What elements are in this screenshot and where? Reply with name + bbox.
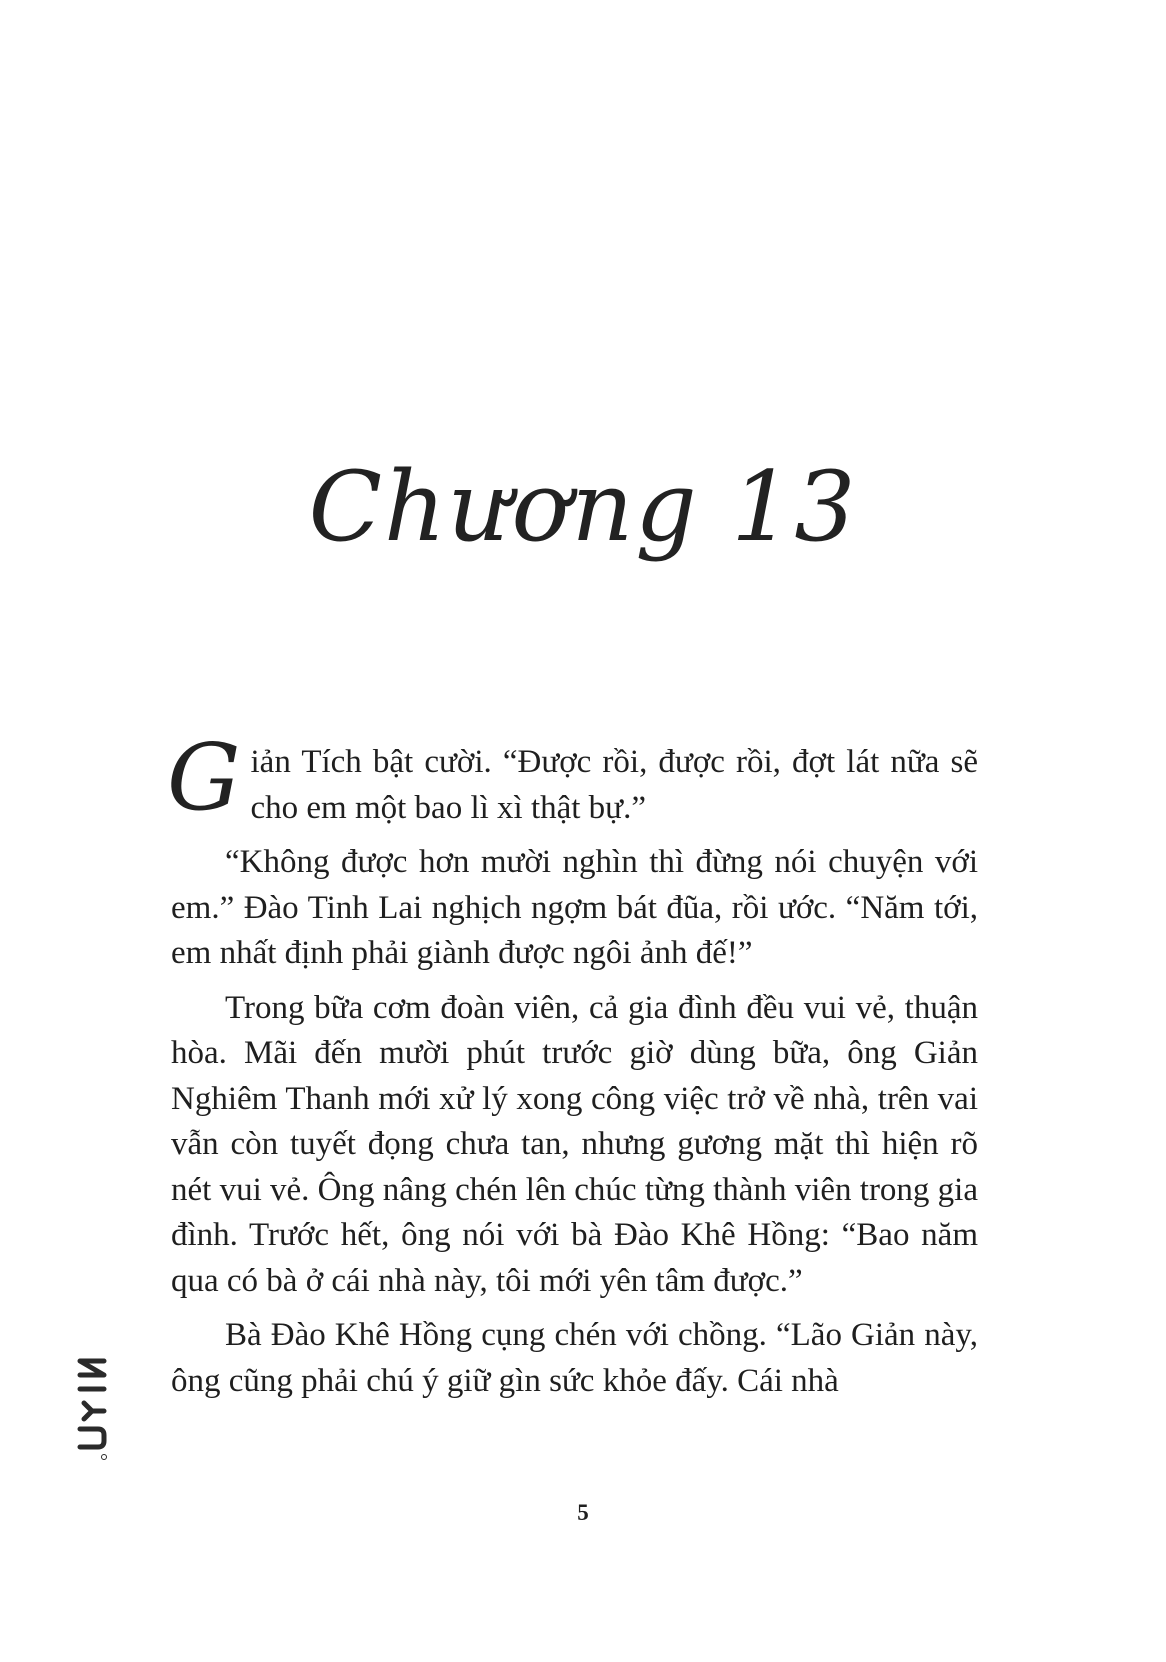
chapter-title: Chương 13 [308, 451, 858, 563]
publisher-logo-icon [74, 1355, 110, 1465]
drop-cap: G [167, 724, 241, 831]
page-number: 5 [577, 1500, 589, 1525]
chapter-body [167, 724, 978, 1413]
paragraph-1 [167, 724, 978, 831]
paragraph-2: “Không được hơn mười nghìn thì đừng nói chuyện với em.” Đào Tinh Lai nghịch ngợm bát đũa, rồi ước. “Năm tới, em nhất định phải giành được ngôi ảnh đế!” [171, 844, 978, 971]
paragraph-1-text: iản Tích bật cười. “Được rồi, được rồi, đợt lát nữa sẽ cho em một bao lì xì thật bự.” [250, 744, 978, 826]
paragraph-4: Bà Đào Khê Hồng cụng chén với chồng. “Lão Giản này, ông cũng phải chú ý giữ gìn sức khỏe đấy. Cái nhà [171, 1317, 978, 1399]
paragraph-3: Trong bữa cơm đoàn viên, cả gia đình đều vui vẻ, thuận hòa. Mãi đến mười phút trước giờ dùng bữa, ông Giản Nghiêm Thanh mới xử lý xong công việc trở về nhà, trên vai vẫn còn tuyết đọng chưa tan, nhưng gương mặt thì hiện rõ nét vui vẻ. Ông nâng chén lên chúc từng thành viên trong gia đình. Trước hết, ông nói với bà Đào Khê Hồng: “Bao năm qua có bà ở cái nhà này, tôi mới yên tâm được.” [171, 989, 978, 1299]
